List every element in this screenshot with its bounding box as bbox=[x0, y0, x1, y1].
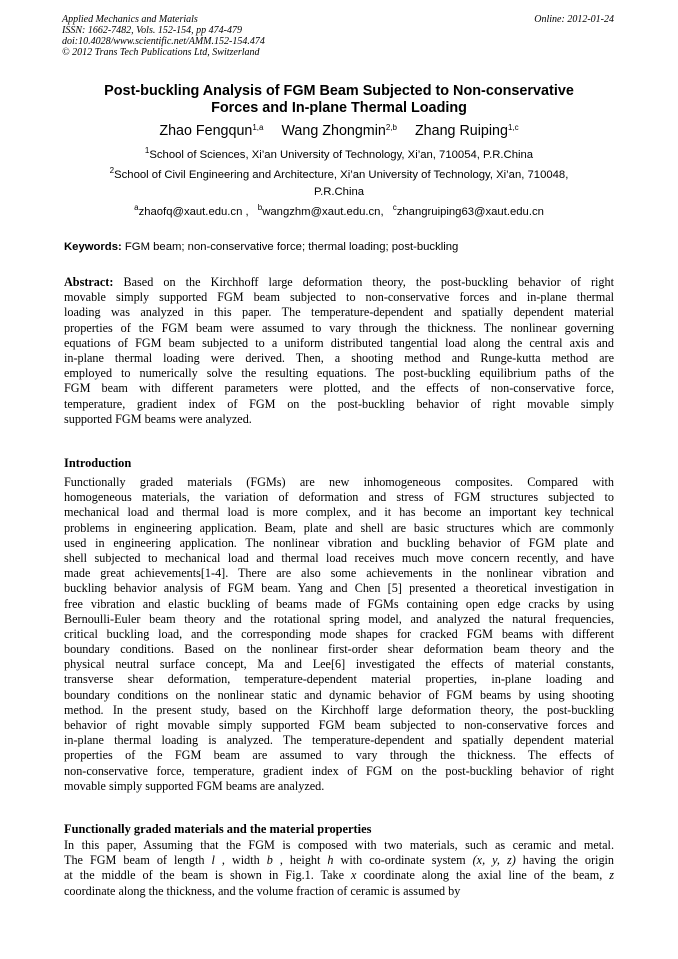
abstract-line: in-plane thermal loading were derived. Then, a shooting method and Runge-kutta method are bbox=[64, 350, 614, 365]
introduction-body bbox=[64, 475, 614, 794]
abstract-line: temperature, gradient index of FGM on the post-buckling behavior of right movable simply bbox=[64, 396, 614, 411]
intro-line: Functionally graded materials (FGMs) are new inhomogeneous composites. Compared with bbox=[64, 475, 614, 489]
title-line-1: Post-buckling Analysis of FGM Beam Subjected to Non-conservative bbox=[104, 83, 574, 99]
intro-line: problems in engineering application. Beam, plate and shell are basic structures which are commonly bbox=[64, 520, 614, 535]
abstract-line: movable simply supported FGM beam subjected to non-conservative forces and in-plane thermal bbox=[64, 290, 614, 305]
intro-line: physical neutral surface concept, Ma and Lee[6] investigated the effects of material constants, bbox=[64, 657, 614, 672]
intro-line: homogeneous materials, the variation of deformation and stress of FGM structures subjected to bbox=[64, 490, 614, 505]
issn: ISSN: 1662-7482, Vols. 152-154, pp 474-479 bbox=[62, 25, 242, 36]
intro-line: transverse shear deformation, temperature-dependent material properties, in-plane loading and bbox=[64, 672, 614, 687]
intro-line: critical buckling load, and the corresponding mode shapes for cracked FGM beams with different bbox=[64, 626, 614, 641]
intro-line: buckling behavior analysis of FGM beam. Yang and Chen [5] presented a theoretical investigation in bbox=[64, 581, 614, 596]
math-symbol: (x, y, z) bbox=[472, 853, 516, 868]
abstract-line: properties of the FGM beam were assumed to vary through the thickness. The nonlinear governing bbox=[64, 320, 614, 335]
fgm-line: at the middle of the beam is shown in Fig.1. Take x coordinate along the axial line of the beam, z bbox=[64, 868, 614, 883]
abstract-line: supported FGM beams were analyzed. bbox=[64, 411, 252, 426]
section-heading-fgm-materials: Functionally graded materials and the material properties bbox=[64, 822, 372, 836]
affiliation-mark: 1 bbox=[144, 146, 150, 155]
online-date: Online: 2012-01-24 bbox=[534, 14, 614, 25]
intro-line: method. In the present study, based on the Kirchhoff large deformation theory, the post-buckling bbox=[64, 702, 614, 717]
intro-line: in-plane thermal loading is analyzed. The temperature-dependent and spatially dependent material bbox=[64, 733, 614, 748]
intro-line: free vibration and elastic buckling of beams made of FGMs containing open edge cracks by using bbox=[64, 596, 614, 611]
email-list bbox=[64, 204, 614, 221]
affiliation-1 bbox=[64, 147, 614, 164]
abstract-label: Abstract: bbox=[64, 275, 114, 289]
intro-line: boundary conditions on the nonlinear static and dynamic behavior of FGM beams by using shooting bbox=[64, 687, 614, 702]
intro-line: boundary conditions. Based on the nonlinear first-order shear deformation beam theory and the bbox=[64, 642, 614, 657]
intro-line: used in engineering application. The nonlinear vibration and buckling behavior of FGM plate and bbox=[64, 535, 614, 550]
author-affil-mark: 2,b bbox=[385, 123, 397, 132]
math-symbol: z bbox=[609, 868, 614, 883]
math-symbol: h bbox=[327, 853, 334, 868]
fgm-line: coordinate along the thickness, and the volume fraction of ceramic is assumed by bbox=[64, 883, 461, 898]
paper-title bbox=[64, 83, 614, 117]
author-name: Wang Zhongmin bbox=[281, 123, 386, 139]
abstract bbox=[64, 275, 614, 427]
intro-line: Bernoulli-Euler beam theory and the rotational spring model, and analyzed the natural frequencies, bbox=[64, 611, 614, 626]
journal-meta bbox=[62, 14, 265, 58]
fgm-line: In this paper, Assuming that the FGM is composed with two materials, such as ceramic and metal. bbox=[64, 838, 614, 852]
fgm-section-body bbox=[64, 838, 614, 899]
math-symbol: l bbox=[211, 853, 215, 868]
intro-line: made great achievements[1-4]. There are also some achievements in the nonlinear vibration and bbox=[64, 566, 614, 581]
affiliation-text: P.R.China bbox=[313, 186, 365, 198]
abstract-line: employed to numerically solve the resulting equations. The post-buckling equilibrium paths of the bbox=[64, 366, 614, 381]
abstract-line: FGM beam with different parameters were plotted, and the effects of non-conservative force, bbox=[64, 381, 614, 396]
author-list bbox=[64, 122, 614, 140]
email-mark: c bbox=[392, 203, 397, 212]
affiliation-text: School of Sciences, Xi’an University of Technology, Xi’an, 710054, P.R.China bbox=[149, 149, 534, 161]
section-heading-introduction: Introduction bbox=[64, 456, 132, 470]
keywords bbox=[64, 240, 614, 254]
email-mark: a bbox=[134, 203, 139, 212]
intro-line: non-conservative force, temperature, gradient index of FGM on the post-buckling behavior of right bbox=[64, 763, 614, 778]
intro-line: movable simply supported FGM beams are analyzed. bbox=[64, 778, 325, 793]
title-line-2: Forces and In-plane Thermal Loading bbox=[211, 100, 467, 116]
author-affil-mark: 1,a bbox=[252, 123, 264, 132]
intro-line: shell subjected to mechanical load and thermal load receives much move concern recently, and have bbox=[64, 550, 614, 565]
email-mark: b bbox=[257, 203, 263, 212]
fgm-line: The FGM beam of length l , width b , height h with co-ordinate system (x, y, z) having the origin bbox=[64, 853, 615, 868]
abstract-line: equations of FGM beam subjected to a uniform distributed tangential load along the central axis and bbox=[64, 335, 614, 350]
doi[interactable]: doi:10.4028/www.scientific.net/AMM.152-154.474 bbox=[62, 36, 265, 47]
intro-line: behavior of right movable simply supported FGM beam subjected to non-conservative forces and bbox=[64, 718, 614, 732]
author-affil-mark: 1,c bbox=[507, 123, 519, 132]
author-name: Zhao Fengqun bbox=[159, 123, 253, 139]
intro-line: mechanical load and thermal load is more complex, and it has become an important key technical bbox=[64, 505, 614, 520]
email-link[interactable]: zhaofq@xaut.edu.cn , bbox=[138, 206, 249, 218]
email-link[interactable]: zhangruiping63@xaut.edu.cn bbox=[396, 206, 544, 218]
affiliation-mark: 2 bbox=[109, 166, 115, 175]
email-link[interactable]: wangzhm@xaut.edu.cn, bbox=[262, 206, 384, 218]
keywords-label: Keywords: bbox=[64, 241, 122, 253]
math-symbol: x bbox=[351, 868, 357, 883]
copyright: © 2012 Trans Tech Publications Ltd, Switzerland bbox=[62, 47, 260, 58]
intro-line: properties of the FGM beam are assumed to vary through the thickness. The effects of bbox=[64, 748, 614, 763]
affiliation-2 bbox=[64, 167, 614, 201]
abstract-line: loading was analyzed in this paper. The temperature-dependent and spatially dependent material bbox=[64, 305, 614, 320]
author-name: Zhang Ruiping bbox=[414, 123, 508, 139]
abstract-line: Abstract: Based on the Kirchhoff large deformation theory, the post-buckling behavior of right bbox=[64, 275, 614, 289]
affiliation-text: School of Civil Engineering and Architecture, Xi’an University of Technology, Xi’an, 710048, bbox=[114, 169, 569, 181]
keywords-text: FGM beam; non-conservative force; thermal loading; post-buckling bbox=[121, 241, 459, 253]
journal-name: Applied Mechanics and Materials bbox=[62, 14, 198, 25]
math-symbol: b bbox=[266, 853, 273, 868]
